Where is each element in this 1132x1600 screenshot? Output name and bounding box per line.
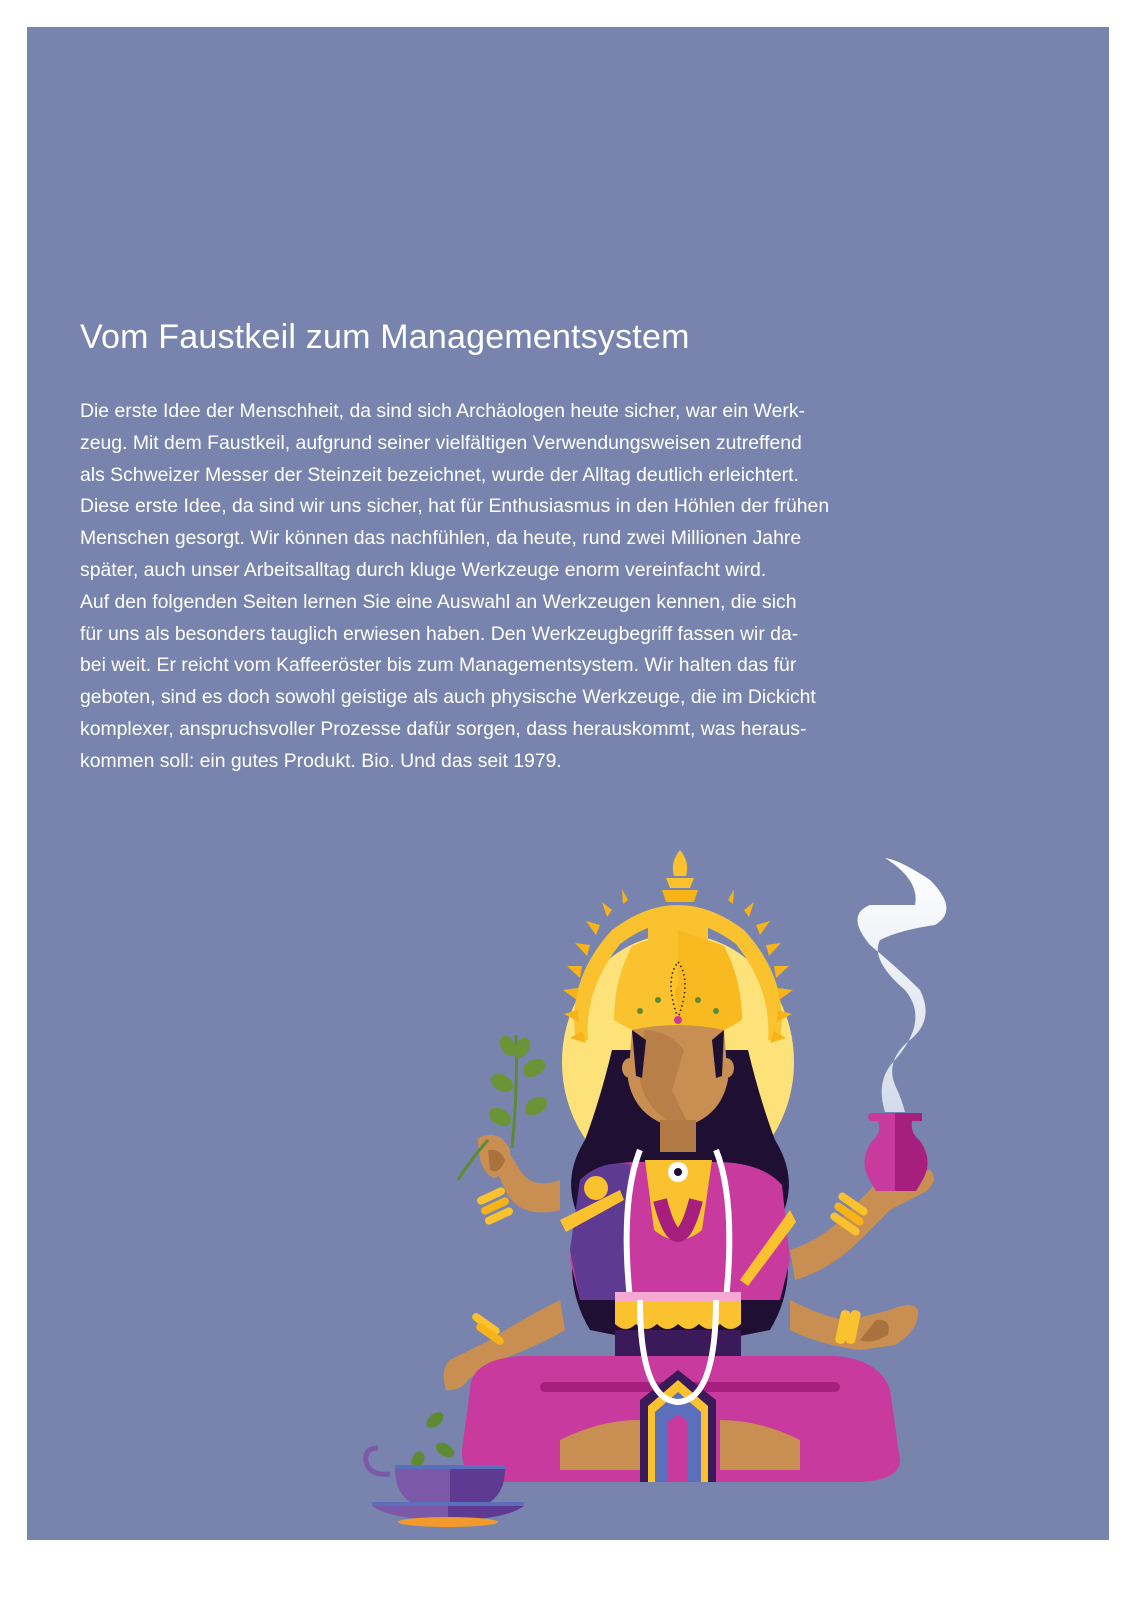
paragraph-line: zeug. Mit dem Faustkeil, aufgrund seiner vielfältigen Verwendungsweisen zutreffend [80, 431, 802, 454]
paragraph-line: später, auch unser Arbeitsalltag durch kluge Werkzeuge enorm vereinfacht wird. [80, 558, 767, 581]
paragraph-line: Auf den folgenden Seiten lernen Sie eine Auswahl an Werkzeugen kennen, die sich [80, 590, 797, 613]
page-title: Vom Faustkeil zum Managementsystem [80, 318, 690, 356]
paragraph-line: Menschen gesorgt. Wir können das nachfühlen, da heute, rund zwei Millionen Jahre [80, 527, 802, 550]
smoke-icon [858, 858, 947, 1112]
falling-leaves-icon [409, 1409, 456, 1471]
blouse-icon [560, 1150, 796, 1300]
incense-pot-icon [864, 1113, 927, 1191]
paragraph-line: komplexer, anspruchsvoller Prozesse dafür sorgen, dass herauskommt, was heraus- [80, 717, 807, 740]
paragraph-line: geboten, sind es doch sowohl geistige als auch physische Werkzeuge, die im Dickicht [80, 686, 816, 709]
arm-upper-left-icon [476, 1135, 560, 1226]
crown-icon [614, 850, 742, 1044]
paragraph-line: Diese erste Idee, da sind wir uns sicher, hat für Enthusiasmus in den Höhlen der frühen [80, 495, 830, 518]
paragraph-line: Die erste Idee der Menschheit, da sind sich Archäologen heute sicher, war ein Werk- [80, 400, 806, 422]
paragraph-line: für uns als besonders tauglich erwiesen haben. Den Werkzeugbegriff fassen wir da- [80, 622, 799, 645]
paragraph-line: bei weit. Er reicht vom Kaffeeröster bis zum Managementsystem. Wir halten das für [80, 654, 797, 677]
arm-lower-right-icon [790, 1300, 918, 1350]
paragraph-line: als Schweizer Messer der Steinzeit bezeichnet, wurde der Alltag deutlich erleichtert. [80, 463, 799, 486]
paragraph-line: kommen soll: ein gutes Produkt. Bio. Und das seit 1979. [80, 749, 562, 772]
